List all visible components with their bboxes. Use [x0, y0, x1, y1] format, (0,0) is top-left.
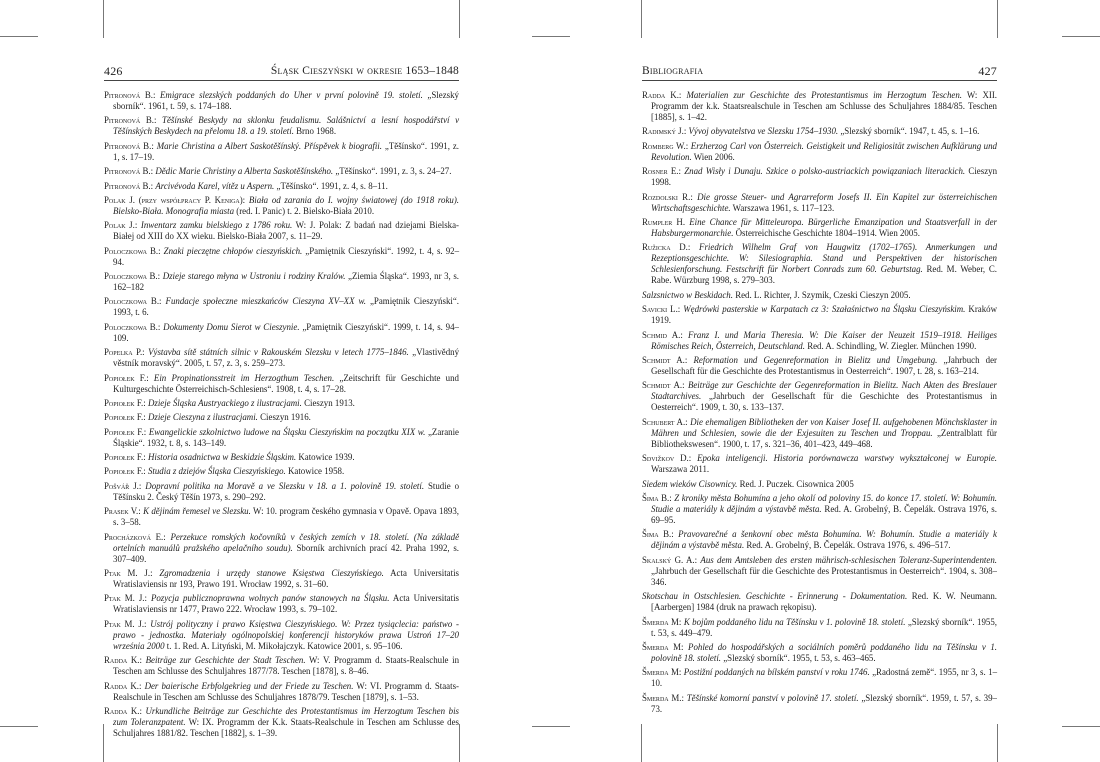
- entry-author: Pitronová B.:: [104, 166, 154, 177]
- entry-title: Die ehemaligen Bibliotheken der von Kaiser Josef II. aufgehobenen Mönchsklaster in Mähren und Schlesien, sowie die der Exjesuiten zu Teschen und Troppau.: [651, 416, 997, 438]
- bibliography-entry: [104, 427, 459, 449]
- entry-author: Sdvižkov D.:: [642, 453, 692, 464]
- entry-details: „Těšínsko“. 1991, z. 4, s. 8–11.: [274, 180, 388, 191]
- entry-details: W: 10. program českého gymnasia v Opavě. Opava 1893, s. 3–58.: [113, 506, 460, 528]
- entry-title: Těšínské Beskydy na sklonku feudalismu. Salášnictví a lesní hospodářství v Těšínských Beskydech na přelomu 18. a 19. století.: [113, 115, 460, 137]
- entry-details: Red. A. Grobelný, B. Čepelák. Ostrava 1976, s. 69–95.: [651, 504, 997, 526]
- entry-details: „Těšínsko“. 1991, z. 3, s. 24–27.: [333, 166, 452, 177]
- entry-author: Šmerda M:: [642, 667, 682, 678]
- entry-details: t. 1. Red. A. Lityński, M. Mikołajczyk. Katowice 2001, s. 95–106.: [164, 640, 403, 651]
- entry-title: Dědic Marie Christiny a Alberta Saskotěšínského.: [155, 166, 334, 177]
- entry-author: Poloczkowa B.:: [104, 321, 161, 332]
- bibliography-entry: [104, 706, 459, 739]
- bibliography-list: [642, 90, 997, 718]
- entry-details: W: VI. Programm d. Staats-Realschule in Teschen am Schlusse des Schuljahres 1878/79. Teschen [1879], s. 1–53.: [113, 680, 459, 702]
- entry-author: Savicki L.:: [642, 304, 681, 315]
- bibliography-entry: [104, 619, 459, 652]
- entry-title: Urkundliche Beiträge zur Geschichte des Protestantismus im Herzogtum Teschen bis zum Toleranzpatent.: [113, 705, 459, 728]
- entry-title: Dopravní politika na Moravě a ve Slezsku v 18. a 1. polovině 19. století.: [145, 480, 425, 491]
- entry-details: „Slezský sborník“. 1955, t. 53, s. 449–479.: [651, 616, 998, 638]
- running-title: Bibliografia: [642, 65, 704, 77]
- entry-title: Pozycja publicznoprawna wolnych panów stanowych na Śląsku.: [150, 593, 390, 604]
- bibliography-entry: [104, 220, 459, 242]
- bibliography-entry: [642, 330, 997, 352]
- entry-author: Rozdolski R.:: [642, 191, 693, 202]
- bibliography-entry: [642, 493, 997, 526]
- bibliography-entry: [104, 296, 459, 318]
- bibliography-entry: [104, 90, 459, 112]
- entry-author: Šima B.:: [642, 529, 674, 540]
- bibliography-entry: [104, 593, 459, 615]
- page-number: 426: [104, 64, 123, 78]
- entry-author: Skalský G. A.:: [642, 554, 698, 565]
- entry-author: Prasek V.:: [104, 506, 141, 517]
- entry-details: „Slezský sborník“. 1959, t. 57, s. 39–73.: [651, 692, 997, 714]
- entry-title: Emigrace slezských poddaných do Uher v první polovině 19. století.: [160, 90, 423, 100]
- entry-details: „Zaranie Śląskie“. 1932, t. 8, s. 143–149.: [113, 426, 459, 448]
- bibliography-entry: [104, 398, 459, 409]
- entry-title: Aus dem Amtsleben des ersten mährisch-schlesischen Toleranz-Superintendenten.: [700, 554, 997, 565]
- bibliography-entry: [642, 304, 997, 326]
- entry-details: „Zeitschrift für Geschichte und Kulturgeschichte Österreichisch-Schlesiens“. 1908, t. 4, s. 17–28.: [113, 372, 459, 394]
- bibliography-entry: [642, 479, 997, 490]
- right-page: [550, 0, 1100, 762]
- entry-author: Rosner E.:: [642, 166, 681, 177]
- entry-details: „Jahrbuch der Gesellschaft für die Geschichte des Protestantismus in Oesterreich“. 1907, t. 28, s. 163–214.: [651, 354, 997, 376]
- entry-author: Polak J. (przy współpracy P. Kenigа):: [104, 194, 246, 205]
- entry-title: Pohled do hospodářských a sociálních poměrů poddaného lidu na Těšínsku v 1. polovině 18. století.: [651, 642, 997, 664]
- entry-title: Postižní poddaných na bílském panství v roku 1746.: [683, 667, 870, 678]
- entry-details: Österreichische Geschichte 1804–1914. Wien 2005.: [733, 228, 920, 238]
- entry-author: Romberg W.:: [642, 140, 689, 151]
- bibliography-entry: [104, 568, 459, 590]
- bibliography-entry: [104, 181, 459, 192]
- entry-author: Popiołek F.:: [104, 412, 146, 423]
- entry-details: Kraków 1919.: [651, 304, 997, 326]
- entry-title: Reformation und Gegenreformation in Bielitz und Umgebung.: [693, 354, 938, 365]
- entry-title: Perzekuce romských kočovníků v českých zemích v 18. století. (Na základě ortelních manuálů pražského apelačního soudu).: [113, 531, 460, 553]
- bibliography-entry: [642, 380, 997, 413]
- bibliography-entry: [642, 453, 997, 475]
- entry-title: Skotschau in Ostschlesien. Geschichte - Erinnerung - Dokumentation.: [642, 591, 908, 602]
- entry-author: Ptak M. J.:: [104, 593, 147, 604]
- bibliography-entry: [104, 347, 459, 369]
- entry-title: Zgromadzenia i urzędy stanowe Księstwa Cieszyńskiego.: [159, 567, 384, 578]
- bibliography-entry: [642, 355, 997, 377]
- bibliography-entry: [104, 166, 459, 177]
- entry-title: Beiträge zur Geschichte der Stadt Teschen.: [145, 655, 306, 666]
- entry-title: Ein Propinationsstreit im Herzogthum Teschen.: [153, 372, 335, 383]
- entry-details: Warszawa 2011.: [651, 464, 710, 475]
- entry-details: W: XII. Programm der k.k. Staatsrealschule in Teschen am Schlusse des Schuljahres 1884/85. Teschen [1885], s. 1–42.: [651, 90, 997, 123]
- entry-author: Ružicka D.:: [642, 242, 691, 253]
- bibliography-entry: [104, 373, 459, 395]
- entry-title: Der baierische Erbfolgekrieg und der Friede zu Teschen.: [144, 680, 354, 691]
- entry-details: Red. A. Grobelný, B. Čepelák. Ostrava 1976, s. 496–517.: [744, 540, 951, 551]
- bibliography-entry: [642, 667, 997, 689]
- entry-author: Ptak M. J.:: [104, 567, 153, 578]
- bibliography-entry: [642, 126, 997, 137]
- entry-author: Polak J.:: [104, 220, 138, 231]
- entry-author: Šmerda M:: [642, 642, 684, 652]
- entry-title: Friedrich Wilhelm Graf von Haugwitz (1702–1765). Anmerkungen und Rezeptionsgeschichte. W: Silesiographia. Stand und Perspektiven der historischen Schlesienforschung. Festschrift für Norbert Conrads zum 60. Geburtstag.: [651, 242, 998, 275]
- entry-title: Erzherzog Carl von Österreich. Geistigkeit und Religiosität zwischen Aufklärung und Revolution.: [651, 140, 997, 162]
- entry-details: „Jahrbuch der Gesellschaft für die Geschichte des Protestantismus in Oesterreich“. 1909, t. 30, s. 133–137.: [651, 391, 997, 413]
- entry-details: (red. I. Panic) t. 2. Bielsko-Biała 2010.: [234, 205, 375, 216]
- entry-author: Radimský J.:: [642, 126, 687, 137]
- entry-details: Red. K. W. Neumann. [Aarbergen] 1984 (druk na prawach rękopisu).: [651, 591, 997, 613]
- entry-author: Schmidt A.:: [642, 354, 688, 365]
- entry-author: Pošvář J.:: [104, 480, 142, 491]
- page-header: [104, 64, 459, 80]
- entry-title: Marie Christina a Albert Saskotěšínský. Příspěvek k biografii.: [156, 140, 382, 151]
- entry-details: „Slezský sborník“. 1947, t. 45, s. 1–16.: [838, 126, 980, 137]
- entry-title: Salzsnictwo w Beskidach.: [642, 289, 733, 300]
- bibliography-entry: [104, 141, 459, 163]
- entry-author: Poloczkowa B.:: [104, 296, 162, 307]
- bibliography-entry: [642, 417, 997, 450]
- entry-details: Acta Universitatis Wratislaviensis nr 193, Prawo 191. Wrocław 1992, s. 31–60.: [113, 567, 459, 590]
- entry-details: W: V. Programm d. Staats-Realschule in Teschen am Schlusse des Schuljahres 1877/78. Teschen [1878], s. 8–46.: [113, 655, 460, 677]
- header-rule: [104, 80, 459, 81]
- entry-details: Acta Universitatis Wratislaviensis nr 1477, Prawo 222. Wrocław 1993, s. 79–102.: [113, 593, 459, 615]
- entry-title: Biała od zarania do I. wojny światowej (do 1918 roku). Bielsko-Biała. Monografia miasta: [113, 194, 459, 216]
- entry-author: Popiołek F.:: [104, 397, 146, 408]
- bibliography-entry: [104, 452, 459, 463]
- page-number: 427: [978, 64, 997, 78]
- entry-author: Popiołek F.:: [104, 426, 147, 437]
- entry-details: Cieszyn 1916.: [257, 412, 311, 423]
- entry-author: Procházková E.:: [104, 531, 166, 542]
- entry-details: „Slezský sborník“. 1961, t. 59, s. 174–188.: [113, 90, 459, 112]
- entry-details: Red. L. Richter, J. Szymik, Czeski Cieszyn 2005.: [732, 289, 911, 300]
- entry-title: K bojům poddaného lidu na Těšínsku v 1. polovině 18. století.: [683, 616, 906, 627]
- entry-details: Katowice 1939.: [296, 452, 355, 463]
- running-title: Śląsk Cieszyński w okresie 1653–1848: [270, 65, 459, 77]
- entry-details: Sborník archivních prací 42. Praha 1992, s. 307–409.: [113, 542, 459, 564]
- bibliography-entry: [104, 681, 459, 703]
- entry-title: Vývoj obyvatelstva ve Slezsku 1754–1930.: [688, 126, 839, 137]
- entry-author: Poloczkowa B.:: [104, 245, 161, 256]
- bibliography-list: [104, 90, 459, 742]
- entry-title: Siedem wieków Cisownicy.: [642, 478, 738, 489]
- entry-details: „Radostná země“. 1955, nr 3, s. 1–10.: [651, 667, 998, 689]
- bibliography-entry: [642, 591, 997, 613]
- entry-title: Materialien zur Geschichte des Protestantismus im Herzogtum Teschen.: [686, 90, 962, 100]
- entry-details: Katowice 1958.: [285, 466, 345, 477]
- entry-title: Pravovarečné a šenkovní obec města Bohumína. W: Bohumín. Studie a materiály k dějinám a výstavbě města.: [651, 529, 998, 551]
- bibliography-entry: [642, 141, 997, 163]
- bibliography-entry: [642, 192, 997, 214]
- entry-author: Rumpler H.: [642, 216, 686, 227]
- entry-details: Wien 2006.: [691, 151, 735, 162]
- entry-title: Dzieje Śląska Austryackiego z ilustracjami.: [147, 397, 302, 408]
- entry-author: Schmidt A.:: [642, 380, 685, 391]
- bibliography-entry: [104, 115, 459, 137]
- bibliography-entry: [642, 642, 997, 664]
- bibliography-entry: [642, 693, 997, 715]
- bibliography-entry: [104, 466, 459, 477]
- entry-details: Red. J. Puczek. Cisownica 2005: [737, 478, 854, 489]
- entry-author: Schmid A.:: [642, 329, 683, 340]
- entry-title: Franz I. und Maria Theresia. W: Die Kaiser der Neuzeit 1519–1918. Heiliges Römisches Reich, Österreich, Deutschland.: [651, 329, 997, 351]
- entry-author: Schubert A.:: [642, 416, 688, 427]
- entry-author: Popiołek F.:: [104, 466, 146, 477]
- entry-details: „Zentralblatt für Bibliothekswesen“. 1900, t. 17, s. 321–36, 401–423, 449–468.: [651, 427, 997, 449]
- entry-title: Dokumenty Domu Sierot w Cieszynie.: [163, 321, 300, 332]
- entry-title: Dzieje Cieszyna z ilustracjami.: [147, 412, 258, 423]
- entry-title: Z kroniky města Bohumína a jeho okolí od poloviny 15. do konce 17. století. W: Bohumín. Studie a materiály k dějinám a výstavbě města.: [651, 492, 997, 514]
- entry-title: K dějinám řemesel ve Slezsku.: [143, 506, 251, 517]
- entry-title: Ewangelickie szkolnictwo ludowe na Śląsku Cieszyńskim na początku XIX w.: [148, 426, 426, 437]
- entry-details: „Pamiętnik Cieszyński“. 1999, t. 14, s. 94–109.: [113, 321, 459, 343]
- entry-details: „Vlastivědný věstník moravský“. 2005, t. 57, z. 3, s. 259–273.: [113, 347, 460, 369]
- entry-title: Znad Wisły i Dunaju. Szkice o polsko-austriackich powiązaniach literackich.: [684, 166, 966, 177]
- entry-details: „Slezský sborník“. 1955, t. 53, s. 463–465.: [721, 653, 876, 664]
- entry-author: Pitronová B.:: [104, 140, 154, 151]
- entry-details: „Jahrbuch der Gesellschaft für die Geschichte des Protestantismus in Oesterreich“. 1904, s. 308–346.: [651, 565, 997, 587]
- header-rule: [642, 80, 997, 81]
- entry-details: „Ziemia Śląska“. 1993, nr 3, s. 162–182: [113, 271, 459, 293]
- bibliography-entry: [642, 242, 997, 286]
- entry-details: W: J. Polak: Z badań nad dziejami Bielska-Białej od XIII do XX wieku. Bielsko-Biała 2007, s. 11–29.: [113, 220, 460, 242]
- entry-details: Cieszyn 1998.: [651, 166, 998, 188]
- bibliography-entry: [642, 217, 997, 239]
- entry-title: Inwentarz zamku bielskiego z 1786 roku.: [140, 220, 293, 231]
- entry-author: Popiołek F.:: [104, 452, 146, 463]
- entry-details: Red. M. Weber, C. Rabe. Würzburg 1998, s. 279–303.: [651, 264, 997, 286]
- bibliography-entry: [642, 555, 997, 588]
- entry-title: Wędrówki pasterskie w Karpatach cz 3: Szałaśnictwo na Śląsku Cieszyńskim.: [683, 304, 966, 315]
- bibliography-entry: [104, 655, 459, 677]
- entry-title: Studia z dziejów Śląska Cieszyńskiego.: [147, 466, 286, 477]
- bibliography-entry: [104, 271, 459, 293]
- entry-author: Šmerda M:: [642, 616, 682, 627]
- bibliography-entry: [104, 412, 459, 423]
- entry-details: Warszawa 1961, s. 117–123.: [730, 202, 835, 213]
- entry-author: Ptak M. J.:: [104, 618, 147, 629]
- entry-details: Red. A. Schindling, W. Ziegler. München 1990.: [804, 340, 977, 351]
- bibliography-entry: [642, 617, 997, 639]
- bibliography-entry: [104, 322, 459, 344]
- entry-details: Brno 1968.: [293, 126, 337, 137]
- entry-title: Dzieje starego młyna w Ustroniu i rodziny Kralów.: [162, 271, 346, 282]
- entry-details: „Pamiętnik Cieszyński“. 1993, t. 6.: [113, 296, 459, 318]
- entry-details: „Pamiętnik Cieszyński“. 1992, t. 4, s. 92–94.: [113, 245, 460, 267]
- bibliography-entry: [642, 529, 997, 551]
- entry-title: Arcivévoda Karel, vítěz u Aspern.: [155, 180, 275, 191]
- entry-author: Pitronová B.:: [104, 180, 154, 191]
- entry-author: Popiołek F.:: [104, 372, 149, 383]
- entry-author: Šima B.:: [642, 492, 672, 503]
- entry-title: Historia osadnictwa w Beskidzie Śląskim.: [147, 452, 297, 463]
- entry-title: Beiträge zur Geschichte der Gegenreformation in Bielitz. Nach Akten des Breslauer Stadtarchives.: [651, 380, 997, 402]
- bibliography-entry: [104, 246, 459, 268]
- entry-title: Výstavba sítě státních silnic v Rakouském Slezsku v letech 1775–1846.: [148, 347, 409, 358]
- bibliography-entry: [104, 506, 459, 528]
- entry-title: Eine Chance für Mitteleuropa. Bürgerliche Emanzipation und Staatsverfall in der Habsburgermonarchie.: [651, 216, 997, 238]
- bibliography-entry: [642, 290, 997, 301]
- entry-details: Cieszyn 1913.: [301, 397, 355, 408]
- bibliography-entry: [642, 90, 997, 123]
- entry-author: Radda K.:: [104, 655, 142, 666]
- page-header: [642, 64, 997, 80]
- entry-author: Radda K.:: [104, 705, 142, 716]
- entry-author: Popelka P.:: [104, 347, 145, 358]
- bibliography-entry: [642, 166, 997, 188]
- bibliography-entry: [104, 195, 459, 217]
- bibliography-entry: [104, 481, 459, 503]
- entry-title: Ustrój polityczny i prawo Księstwa Cieszyńskiego. W: Przez tysiąclecia: państwo - prawo - jednostka. Materiały ogólnopolskiej konferencji historyków prawa Ustroń 17–20 września 2000: [113, 618, 459, 651]
- entry-author: Pitronová B.:: [104, 115, 157, 126]
- entry-title: Die grosse Steuer- und Agrarreform Josefs II. Ein Kapitel zur österreichischen Wirtschaftsgeschichte.: [651, 191, 998, 213]
- entry-author: Pitronová B.:: [104, 90, 156, 100]
- bibliography-entry: [104, 532, 459, 565]
- entry-author: Radda K.:: [642, 90, 682, 100]
- entry-title: Těšínské komorní panství v polovině 17. století.: [686, 692, 859, 703]
- entry-title: Epoka inteligencji. Historia porównawcza warstwy wykształconej w Europie.: [697, 453, 998, 464]
- entry-details: „Těšínsko“. 1991, z. 1, s. 17–19.: [113, 140, 460, 162]
- entry-details: Studie o Těšínsku 2. Český Těšín 1973, s. 290–292.: [113, 480, 460, 502]
- entry-title: Znaki pieczętne chłopów cieszyńskich.: [163, 245, 303, 256]
- entry-title: Fundacje społeczne mieszkańców Cieszyna XV–XX w.: [165, 296, 366, 307]
- entry-author: Poloczkowa B.:: [104, 271, 161, 282]
- entry-author: Radda K.:: [104, 680, 142, 691]
- entry-author: Šmerda M.:: [642, 692, 684, 703]
- entry-details: W: IX. Programm der K.k. Staats-Realschule in Teschen am Schlusse des Schuljahres 1881/82. Teschen [1882], s. 1–39.: [113, 717, 459, 739]
